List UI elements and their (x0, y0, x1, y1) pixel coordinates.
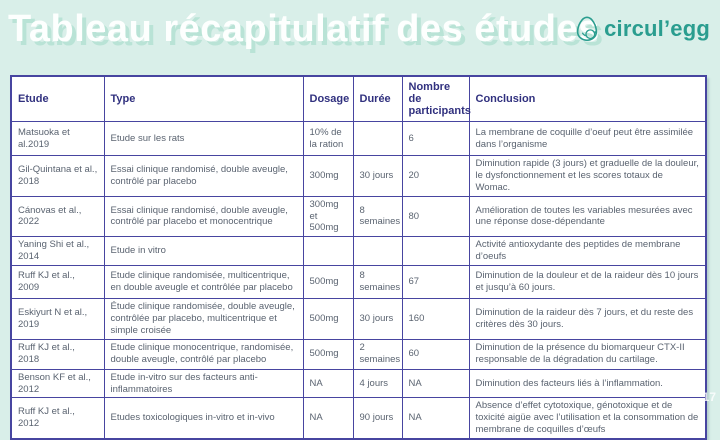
cell-dosage: 300mg et 500mg (303, 196, 353, 237)
cell-conclusion: Diminution des facteurs liés à l’inflammation. (469, 369, 706, 398)
cell-conclusion: Absence d’effet cytotoxique, génotoxique et de toxicité aigüe avec l’utilisation et la consommation de membrane de coquilles d’œufs (469, 398, 706, 439)
cell-type: Etude in-vitro sur des facteurs anti-inflammatoires (104, 369, 303, 398)
column-header-participants: Nombre de participants (402, 76, 469, 122)
cell-etude: Eskiyurt N et al., 2019 (11, 299, 104, 340)
egg-recycle-icon (572, 14, 602, 44)
cell-duree: 90 jours (353, 398, 402, 439)
cell-dosage: 500mg (303, 339, 353, 369)
studies-table (10, 75, 707, 440)
column-header-dosage: Dosage (303, 76, 353, 122)
page-number: 17 (702, 390, 716, 404)
table-row (11, 398, 706, 439)
cell-duree: 2 semaines (353, 339, 402, 369)
cell-dosage: 500mg (303, 266, 353, 299)
cell-participants (402, 237, 469, 266)
cell-dosage: 10% de la ration (303, 122, 353, 156)
cell-dosage: 300mg (303, 156, 353, 197)
cell-participants: 80 (402, 196, 469, 237)
column-header-duree: Durée (353, 76, 402, 122)
cell-type: Essai clinique randomisé, double aveugle, contrôlé par placebo (104, 156, 303, 197)
table-row (11, 369, 706, 398)
cell-participants: 160 (402, 299, 469, 340)
cell-type: Essai clinique randomisé, double aveugle, contrôlé par placebo et monocentrique (104, 196, 303, 237)
table-row (11, 299, 706, 340)
table-row (11, 122, 706, 156)
cell-etude: Gil-Quintana et al., 2018 (11, 156, 104, 197)
cell-duree (353, 122, 402, 156)
cell-conclusion: Diminution de la présence du biomarqueur CTX-II responsable de la dégradation du cartilage. (469, 339, 706, 369)
brand-logo (572, 14, 710, 44)
cell-participants: NA (402, 398, 469, 439)
cell-duree: 8 semaines (353, 196, 402, 237)
cell-conclusion: Diminution de la douleur et de la raideur dès 10 jours et jusqu’à 60 jours. (469, 266, 706, 299)
cell-dosage: NA (303, 369, 353, 398)
table-row (11, 266, 706, 299)
cell-type: Etudes toxicologiques in-vitro et in-vivo (104, 398, 303, 439)
cell-duree (353, 237, 402, 266)
cell-conclusion: Diminution de la raideur dès 7 jours, et du reste des critères dès 30 jours. (469, 299, 706, 340)
cell-etude: Benson KF et al., 2012 (11, 369, 104, 398)
cell-duree: 4 jours (353, 369, 402, 398)
table-header-row (11, 76, 706, 122)
table-row (11, 339, 706, 369)
page-title: Tableau récapitulatif des études (8, 8, 600, 50)
column-header-conclusion: Conclusion (469, 76, 706, 122)
cell-etude: Yaning Shi et al., 2014 (11, 237, 104, 266)
cell-duree: 8 semaines (353, 266, 402, 299)
cell-participants: 20 (402, 156, 469, 197)
table-row (11, 196, 706, 237)
cell-participants: 67 (402, 266, 469, 299)
cell-etude: Ruff KJ et al., 2018 (11, 339, 104, 369)
cell-type: Etude clinique monocentrique, randomisée, double aveugle, contrôlé par placebo (104, 339, 303, 369)
cell-dosage: 500mg (303, 299, 353, 340)
cell-duree: 30 jours (353, 299, 402, 340)
cell-type: Etude in vitro (104, 237, 303, 266)
cell-participants: 60 (402, 339, 469, 369)
cell-participants: NA (402, 369, 469, 398)
cell-dosage: NA (303, 398, 353, 439)
column-header-etude: Etude (11, 76, 104, 122)
cell-conclusion: Activité antioxydante des peptides de membrane d’oeufs (469, 237, 706, 266)
column-header-type: Type (104, 76, 303, 122)
cell-conclusion: Amélioration de toutes les variables mesurées avec une réponse dose-dépendante (469, 196, 706, 237)
cell-etude: Matsuoka et al.2019 (11, 122, 104, 156)
cell-type: Etude clinique randomisée, multicentrique, en double aveugle et contrôlée par placebo (104, 266, 303, 299)
cell-duree: 30 jours (353, 156, 402, 197)
brand-name: circul’egg (604, 16, 710, 41)
table-row (11, 237, 706, 266)
cell-participants: 6 (402, 122, 469, 156)
cell-type: Étude clinique randomisée, double aveugle, contrôlée par placebo, multicentrique et simple croisée (104, 299, 303, 340)
cell-etude: Ruff KJ et al., 2012 (11, 398, 104, 439)
studies-table-container (10, 75, 705, 440)
cell-type: Etude sur les rats (104, 122, 303, 156)
table-row (11, 156, 706, 197)
cell-conclusion: Diminution rapide (3 jours) et graduelle de la douleur, le dysfonctionnement et les scores totaux de Womac. (469, 156, 706, 197)
cell-dosage (303, 237, 353, 266)
cell-etude: Ruff KJ et al., 2009 (11, 266, 104, 299)
cell-etude: Cánovas et al., 2022 (11, 196, 104, 237)
cell-conclusion: La membrane de coquille d’oeuf peut être assimilée dans l’organisme (469, 122, 706, 156)
